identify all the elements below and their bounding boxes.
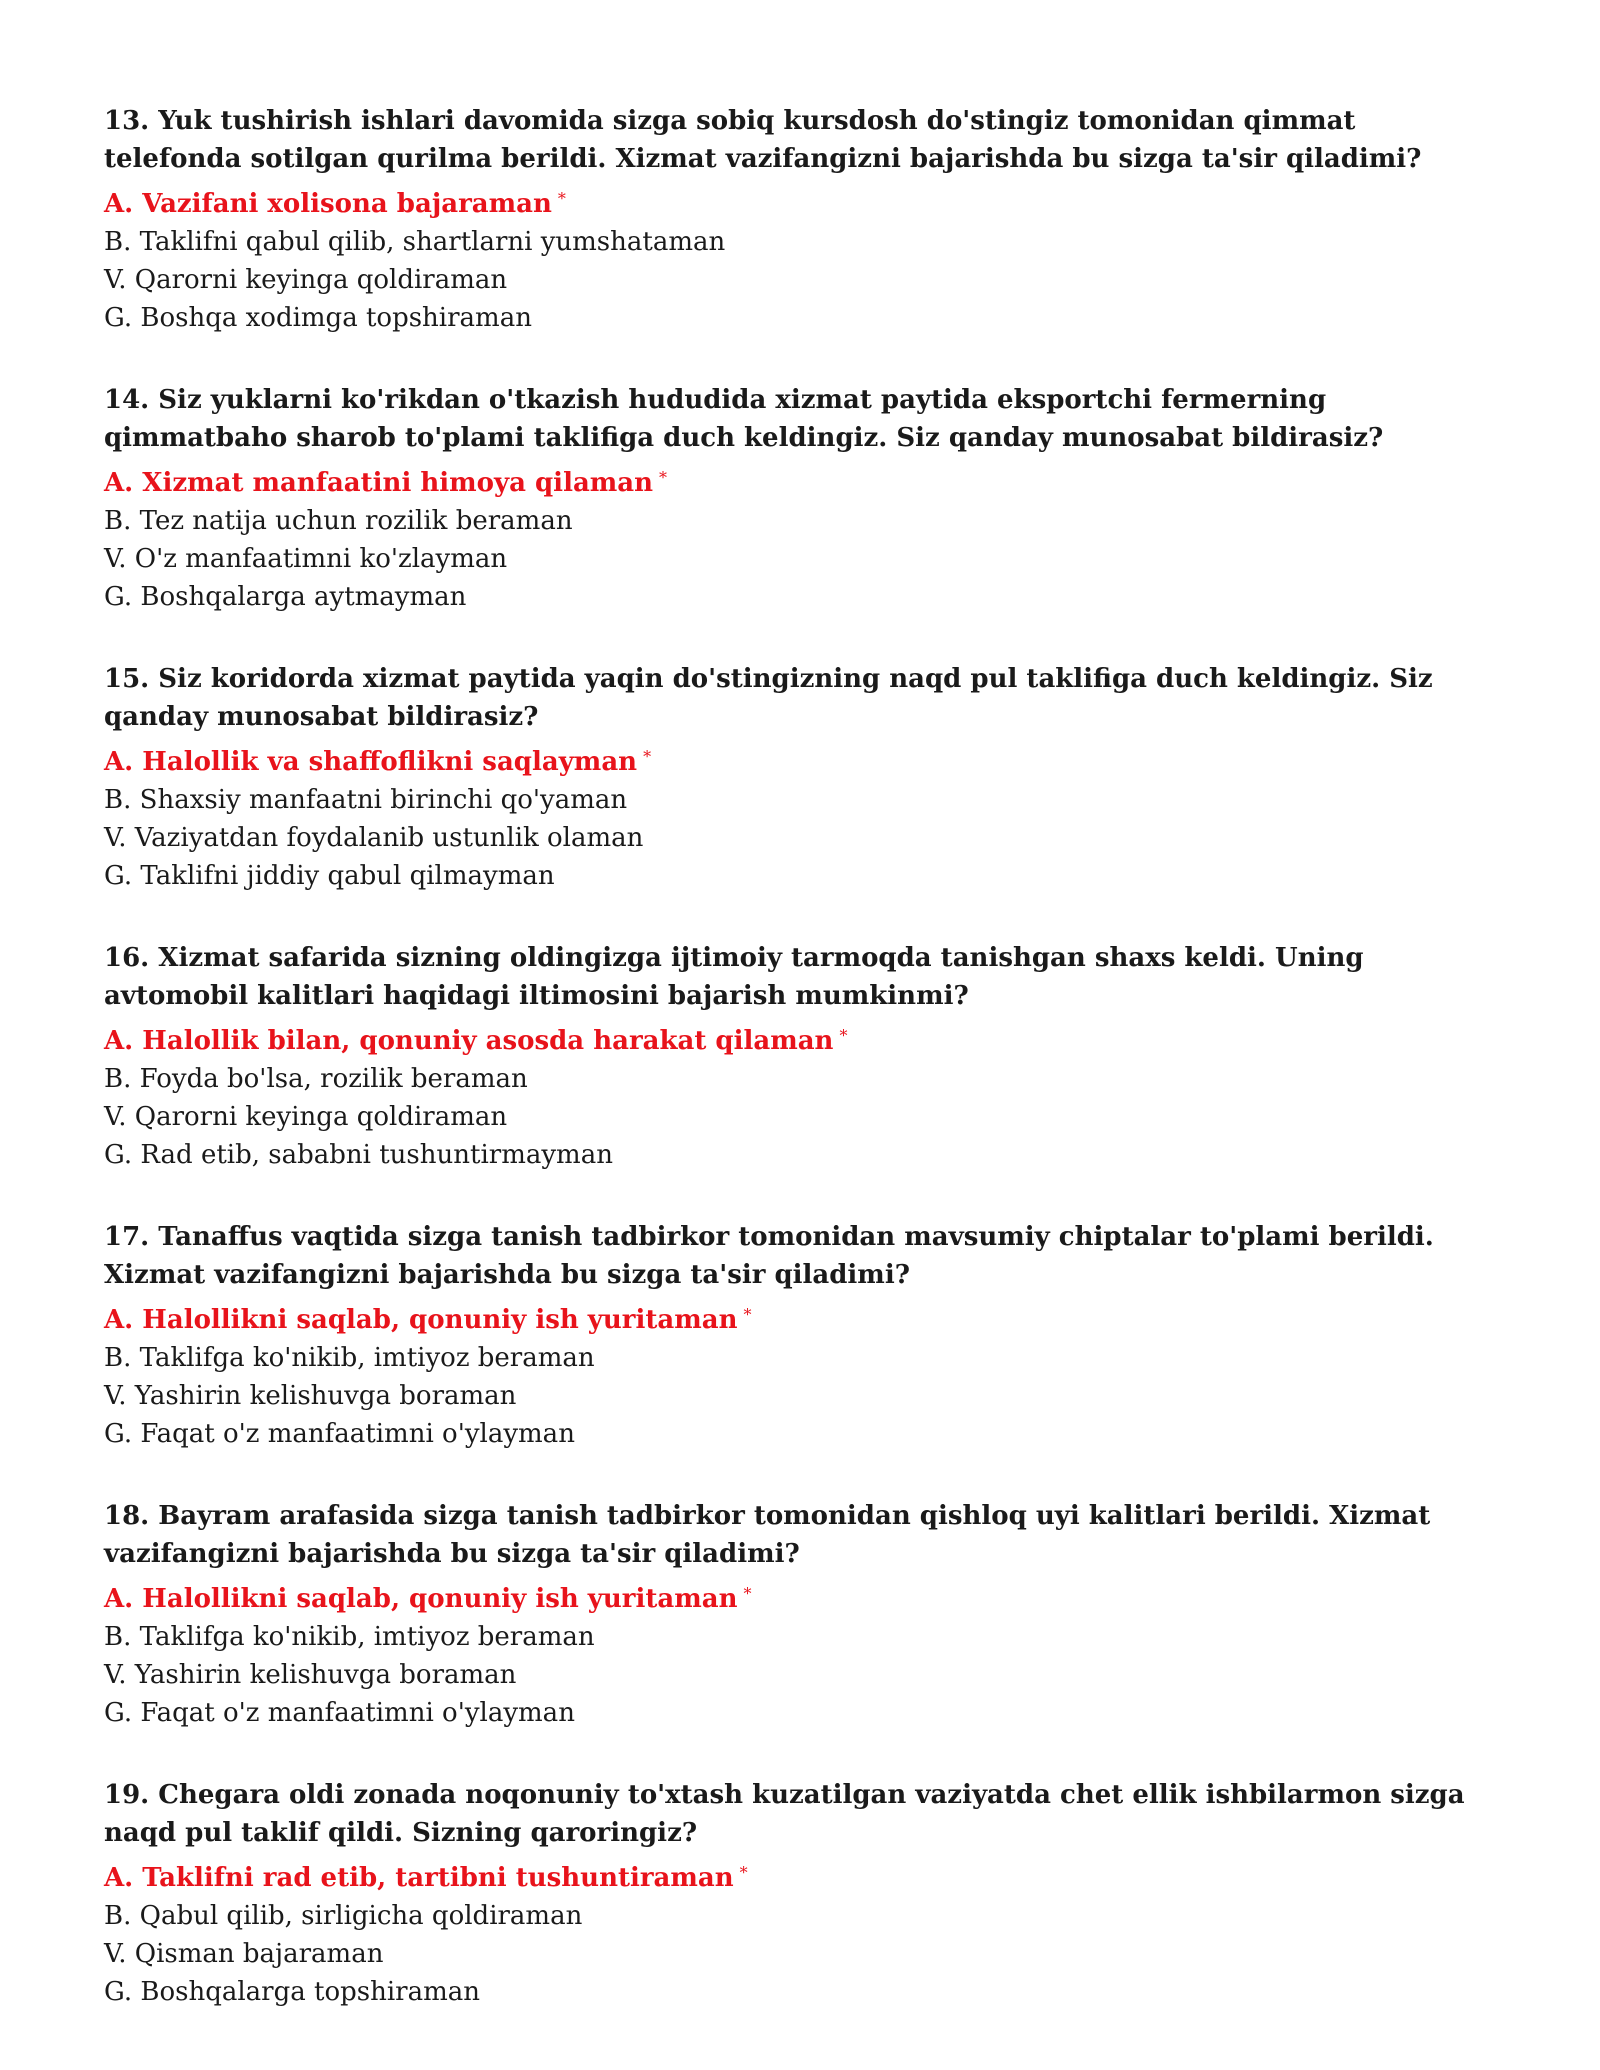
option-b: B. Taklifga ko'nikib, imtiyoz beraman <box>104 1343 595 1373</box>
option-b: B. Tez natija uchun rozilik beraman <box>104 506 573 536</box>
correct-marker: * <box>743 1305 752 1324</box>
option-text: A. Xizmat manfaatini himoya qilaman <box>104 468 654 498</box>
option-a-correct <box>104 1017 1500 1060</box>
question-14 <box>104 381 1500 616</box>
option-g: G. Taklifni jiddiy qabul qilmayman <box>104 861 555 891</box>
question-text: 17. Tanaffus vaqtida sizga tanish tadbirkor tomonidan mavsumiy chiptalar to'plami berildi. Xizmat vazifangizni bajarishda bu sizga ta'sir qiladimi? <box>104 1222 1434 1290</box>
option-a-correct <box>104 1296 1500 1339</box>
question-text: 14. Siz yuklarni ko'rikdan o'tkazish hududida xizmat paytida eksportchi fermerning qimmatbaho sharob to'plami taklifiga duch keldingiz. Siz qanday munosabat bildirasiz? <box>104 385 1384 453</box>
option-v: V. O'z manfaatimni ko'zlayman <box>104 544 508 574</box>
correct-marker: * <box>557 189 566 208</box>
option-v: V. Qisman bajaraman <box>104 1939 384 1969</box>
option-text: A. Halollik bilan, qonuniy asosda harakat qilaman <box>104 1026 834 1056</box>
question-text: 15. Siz koridorda xizmat paytida yaqin do'stingizning naqd pul taklifiga duch keldingiz. Siz qanday munosabat bildirasiz? <box>104 664 1433 732</box>
option-text: A. Halollikni saqlab, qonuniy ish yuritaman <box>104 1584 738 1614</box>
option-text: A. Halollik va shaffoflikni saqlayman <box>104 747 638 777</box>
correct-marker: * <box>743 1584 752 1603</box>
option-g: G. Faqat o'z manfaatimni o'ylayman <box>104 1698 575 1728</box>
option-a-correct <box>104 180 1500 223</box>
option-g: G. Rad etib, sababni tushuntirmayman <box>104 1140 613 1170</box>
question-17 <box>104 1218 1500 1453</box>
question-text: 16. Xizmat safarida sizning oldingizga ijtimoiy tarmoqda tanishgan shaxs keldi. Uning avtomobil kalitlari haqidagi iltimosini bajarish mumkinmi? <box>104 943 1364 1011</box>
option-b: B. Taklifga ko'nikib, imtiyoz beraman <box>104 1622 595 1652</box>
question-16 <box>104 939 1500 1174</box>
option-b: B. Shaxsiy manfaatni birinchi qo'yaman <box>104 785 628 815</box>
correct-marker: * <box>643 747 652 766</box>
option-a-correct <box>104 738 1500 781</box>
correct-marker: * <box>739 1863 748 1882</box>
question-13 <box>104 102 1500 337</box>
option-v: V. Yashirin kelishuvga boraman <box>104 1381 517 1411</box>
option-a-correct <box>104 1575 1500 1618</box>
option-text: A. Halollikni saqlab, qonuniy ish yuritaman <box>104 1305 738 1335</box>
correct-marker: * <box>839 1026 848 1045</box>
question-text: 18. Bayram arafasida sizga tanish tadbirkor tomonidan qishloq uyi kalitlari berildi. Xizmat vazifangizni bajarishda bu sizga ta'sir qiladimi? <box>104 1501 1431 1569</box>
question-15 <box>104 660 1500 895</box>
option-b: B. Taklifni qabul qilib, shartlarni yumshataman <box>104 227 726 257</box>
option-a-correct <box>104 459 1500 502</box>
option-v: V. Yashirin kelishuvga boraman <box>104 1660 517 1690</box>
option-g: G. Boshqa xodimga topshiraman <box>104 303 532 333</box>
option-g: G. Boshqalarga aytmayman <box>104 582 467 612</box>
option-v: V. Qarorni keyinga qoldiraman <box>104 265 508 295</box>
option-b: B. Foyda bo'lsa, rozilik beraman <box>104 1064 528 1094</box>
option-text: A. Vazifani xolisona bajaraman <box>104 189 552 219</box>
option-g: G. Faqat o'z manfaatimni o'ylayman <box>104 1419 575 1449</box>
question-text: 13. Yuk tushirish ishlari davomida sizga sobiq kursdosh do'stingiz tomonidan qimmat telefonda sotilgan qurilma berildi. Xizmat vazifangizni bajarishda bu sizga ta'sir qiladimi? <box>104 106 1422 174</box>
correct-marker: * <box>659 468 668 487</box>
option-v: V. Qarorni keyinga qoldiraman <box>104 1102 508 1132</box>
question-text: 19. Chegara oldi zonada noqonuniy to'xtash kuzatilgan vaziyatda chet ellik ishbilarmon sizga naqd pul taklif qildi. Sizning qaroringiz? <box>104 1780 1465 1848</box>
option-text: A. Taklifni rad etib, tartibni tushuntiraman <box>104 1863 734 1893</box>
option-a-correct <box>104 1854 1500 1897</box>
question-18 <box>104 1497 1500 1732</box>
option-v: V. Vaziyatdan foydalanib ustunlik olaman <box>104 823 644 853</box>
question-19 <box>104 1776 1500 2011</box>
option-g: G. Boshqalarga topshiraman <box>104 1977 480 2007</box>
option-b: B. Qabul qilib, sirligicha qoldiraman <box>104 1901 583 1931</box>
